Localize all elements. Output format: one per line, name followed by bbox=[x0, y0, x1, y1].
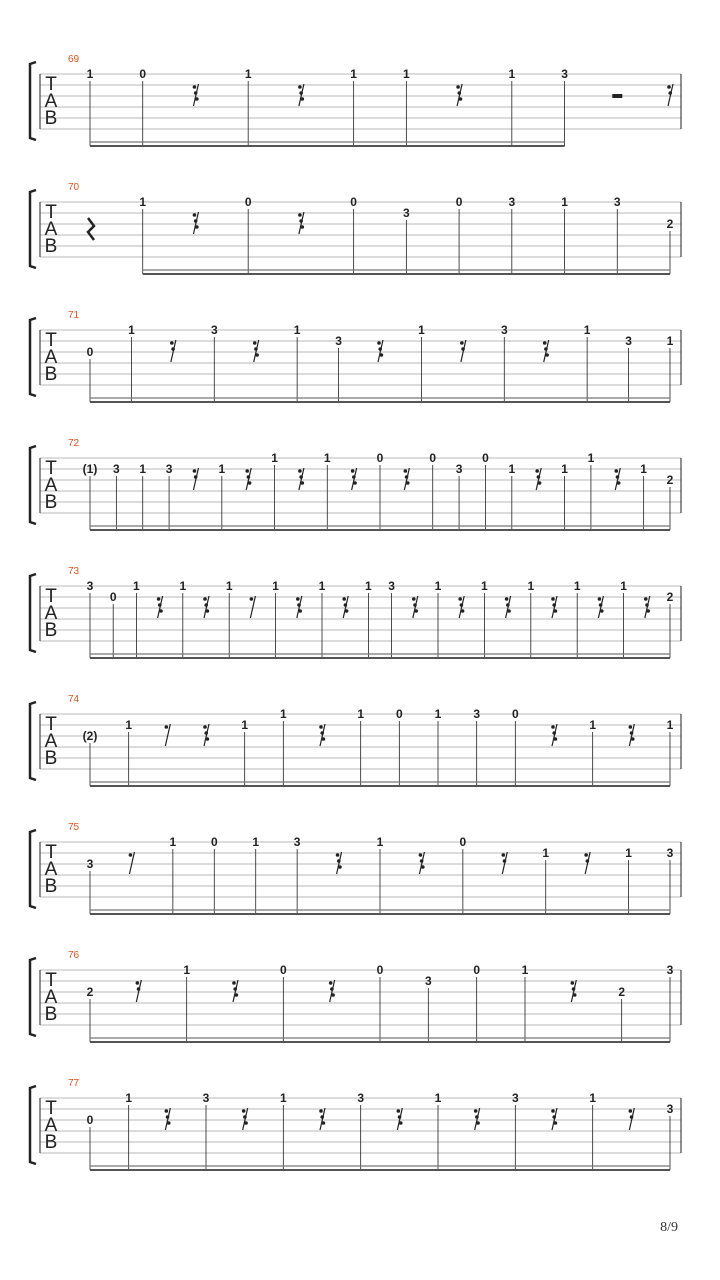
fret-number: 0 bbox=[210, 835, 218, 849]
rest-flag bbox=[206, 737, 210, 741]
fret-number: 1 bbox=[625, 846, 632, 860]
rest-flag bbox=[329, 981, 333, 985]
fret-number: 1 bbox=[244, 67, 252, 81]
rest-flag bbox=[157, 597, 161, 601]
system-bracket bbox=[30, 446, 36, 524]
fret-number: 3 bbox=[202, 1091, 210, 1105]
rest-flag bbox=[299, 219, 303, 223]
rest-flag bbox=[584, 853, 588, 857]
fret-number: 0 bbox=[459, 835, 467, 849]
rest-flag bbox=[233, 987, 237, 991]
tab-clef-letter: B bbox=[44, 876, 58, 897]
rest-flag bbox=[299, 475, 303, 479]
fret-number: 1 bbox=[418, 323, 425, 337]
fret-number: 3 bbox=[455, 462, 463, 476]
fret-number: 1 bbox=[125, 1091, 133, 1105]
fret-number: 3 bbox=[666, 963, 674, 977]
rest-flag bbox=[554, 609, 558, 613]
fret-number: 1 bbox=[272, 579, 279, 593]
rest-flag bbox=[301, 481, 305, 485]
system-bracket bbox=[30, 1086, 36, 1164]
rest-flag bbox=[345, 609, 349, 613]
rest-flag bbox=[319, 725, 323, 729]
rest-flag bbox=[572, 987, 576, 991]
fret-number: 0 bbox=[376, 451, 384, 465]
measure-number: 69 bbox=[68, 54, 80, 65]
fret-number: 1 bbox=[589, 1091, 597, 1105]
fret-number: 3 bbox=[165, 462, 173, 476]
fret-number: 1 bbox=[218, 462, 226, 476]
fret-number: 0 bbox=[429, 451, 437, 465]
fret-number: 1 bbox=[293, 323, 301, 337]
rest-flag bbox=[614, 469, 618, 473]
rest-flag bbox=[405, 475, 409, 479]
rest-flag bbox=[298, 609, 302, 613]
fret-number: 1 bbox=[527, 579, 535, 593]
tab-clef-letter: A bbox=[44, 987, 58, 1008]
fret-number: 0 bbox=[109, 590, 117, 604]
fret-number: 2 bbox=[86, 985, 94, 999]
fret-number: 3 bbox=[424, 974, 432, 988]
rest-flag bbox=[338, 865, 342, 869]
tab-clef-letter: T bbox=[45, 202, 57, 223]
rest-flag bbox=[193, 213, 197, 217]
fret-number: 1 bbox=[561, 462, 568, 476]
fret-number: 1 bbox=[252, 835, 260, 849]
rest-flag bbox=[543, 341, 547, 345]
fret-number: 0 bbox=[244, 195, 252, 209]
rest-flag bbox=[458, 597, 462, 601]
tab-clef-letter: B bbox=[44, 1004, 58, 1025]
fret-number: 0 bbox=[279, 963, 287, 977]
rest-flag bbox=[137, 987, 141, 991]
rest-flag bbox=[616, 475, 620, 479]
rest-flag bbox=[667, 85, 671, 89]
fret-number: 1 bbox=[481, 579, 488, 593]
measure-number: 73 bbox=[68, 566, 80, 577]
rest-flag bbox=[535, 469, 539, 473]
rest-flag bbox=[351, 469, 355, 473]
fret-number: 1 bbox=[350, 67, 357, 81]
rest-flag bbox=[554, 737, 558, 741]
rest-flag bbox=[342, 597, 346, 601]
rest-flag bbox=[337, 859, 341, 863]
fret-number: 0 bbox=[482, 451, 489, 465]
tab-clef-letter: T bbox=[45, 458, 57, 479]
tab-clef-letter: T bbox=[45, 1098, 57, 1119]
fret-number: 1 bbox=[583, 323, 591, 337]
tab-clef-letter: A bbox=[44, 603, 58, 624]
rest-flag bbox=[459, 97, 463, 101]
rest-flag bbox=[352, 475, 356, 479]
rest-flag bbox=[461, 609, 465, 613]
rest-flag bbox=[629, 1109, 633, 1113]
fret-number: 1 bbox=[86, 67, 94, 81]
rest-flag bbox=[475, 1115, 479, 1119]
fret-number: 3 bbox=[625, 334, 632, 348]
tab-clef-letter: B bbox=[44, 364, 58, 385]
fret-number: 0 bbox=[511, 707, 519, 721]
system-bracket bbox=[30, 62, 36, 140]
rest-flag bbox=[320, 1115, 324, 1119]
fret-number: 3 bbox=[86, 579, 94, 593]
fret-number: 1 bbox=[434, 579, 442, 593]
rest-flag bbox=[320, 731, 324, 735]
rest-flag bbox=[298, 85, 302, 89]
system-bracket bbox=[30, 318, 36, 396]
rest-flag bbox=[166, 1115, 170, 1119]
rest-flag bbox=[243, 1115, 247, 1119]
rest-flag bbox=[245, 469, 249, 473]
fret-number: 1 bbox=[128, 323, 135, 337]
tab-clef-letter: A bbox=[44, 347, 58, 368]
fret-number: 1 bbox=[323, 451, 331, 465]
fret-number: 1 bbox=[508, 462, 516, 476]
rest-flag bbox=[598, 597, 602, 601]
fret-number: 1 bbox=[271, 451, 278, 465]
rest-flag bbox=[404, 469, 408, 473]
fret-number: 3 bbox=[293, 835, 301, 849]
rest-flag bbox=[551, 725, 555, 729]
rest-flag bbox=[617, 481, 621, 485]
rest-flag bbox=[242, 1109, 246, 1113]
rest-flag bbox=[296, 597, 300, 601]
fret-number: 1 bbox=[241, 718, 249, 732]
fret-number: 1 bbox=[666, 718, 674, 732]
fret-number: 1 bbox=[542, 846, 550, 860]
rest-flag bbox=[406, 481, 410, 485]
rest-flag bbox=[503, 859, 507, 863]
rest-flag bbox=[255, 353, 259, 357]
rest-flag bbox=[206, 609, 210, 613]
tab-clef-letter: T bbox=[45, 714, 57, 735]
rest-flag bbox=[204, 731, 208, 735]
tab-clef-letter: T bbox=[45, 586, 57, 607]
rest-flag bbox=[398, 1115, 402, 1119]
fret-number: 1 bbox=[573, 579, 581, 593]
fret-number: 3 bbox=[113, 462, 120, 476]
rest-flag bbox=[250, 597, 254, 601]
rest-flag bbox=[545, 353, 549, 357]
system-bracket bbox=[30, 190, 36, 268]
fret-number: 1 bbox=[434, 707, 442, 721]
fret-number: 2 bbox=[666, 217, 674, 231]
rest-flag bbox=[377, 341, 381, 345]
rest-flag bbox=[170, 341, 174, 345]
rest-flag bbox=[193, 85, 197, 89]
fret-number: 1 bbox=[521, 963, 529, 977]
tab-clef-letter: B bbox=[44, 748, 58, 769]
rest-flag bbox=[552, 1115, 556, 1119]
fret-number: 1 bbox=[179, 579, 187, 593]
rest-flag bbox=[474, 1109, 478, 1113]
fret-number: 3 bbox=[666, 846, 674, 860]
rest-flag bbox=[476, 1121, 480, 1125]
rest-flag bbox=[551, 597, 555, 601]
rest-flag bbox=[299, 91, 303, 95]
rest-flag bbox=[599, 603, 603, 607]
fret-number: 1 bbox=[279, 707, 287, 721]
fret-number: 1 bbox=[640, 462, 647, 476]
rest-flag bbox=[322, 737, 326, 741]
fret-number: 1 bbox=[365, 579, 372, 593]
tab-clef-letter: A bbox=[44, 219, 58, 240]
rest-flag bbox=[195, 97, 199, 101]
rest-flag bbox=[399, 1121, 403, 1125]
fret-number: 1 bbox=[125, 718, 133, 732]
rest-flag bbox=[165, 1109, 169, 1113]
fret-number: 3 bbox=[388, 579, 395, 593]
rest-flag bbox=[253, 341, 257, 345]
fret-number: 0 bbox=[473, 963, 481, 977]
fret-number: 3 bbox=[335, 334, 342, 348]
rest-flag bbox=[544, 347, 548, 351]
rest-flag bbox=[586, 859, 590, 863]
rest-flag bbox=[353, 481, 357, 485]
rest-flag bbox=[419, 853, 423, 857]
measure-number: 70 bbox=[68, 182, 80, 193]
rest-flag bbox=[248, 481, 252, 485]
fret-number: (1) bbox=[82, 462, 98, 476]
rest-flag bbox=[456, 85, 460, 89]
fret-number: 1 bbox=[561, 195, 568, 209]
fret-number: 1 bbox=[620, 579, 627, 593]
rest-flag bbox=[631, 737, 635, 741]
rest-flag bbox=[136, 981, 140, 985]
rest-flag bbox=[159, 609, 163, 613]
fret-number: 0 bbox=[86, 1113, 94, 1127]
rest-flag bbox=[319, 1109, 323, 1113]
tab-clef-letter: B bbox=[44, 236, 58, 257]
fret-number: 0 bbox=[455, 195, 463, 209]
rest-flag bbox=[552, 603, 556, 607]
fret-number: 2 bbox=[666, 590, 674, 604]
system-bracket bbox=[30, 830, 36, 908]
fret-number: 3 bbox=[561, 67, 568, 81]
rest-flag bbox=[194, 91, 198, 95]
rest-flag bbox=[254, 347, 258, 351]
rest-flag bbox=[193, 469, 197, 473]
rest-flag bbox=[629, 725, 633, 729]
fret-number: 1 bbox=[133, 579, 140, 593]
measure-number: 76 bbox=[68, 950, 80, 961]
rest-flag bbox=[301, 97, 305, 101]
fret-number: 1 bbox=[403, 67, 410, 81]
fret-number: 1 bbox=[183, 963, 191, 977]
fret-number: 2 bbox=[618, 985, 626, 999]
tab-clef-letter: A bbox=[44, 91, 58, 112]
rest-flag bbox=[600, 609, 604, 613]
rest-flag bbox=[552, 731, 556, 735]
rest-flag bbox=[507, 609, 511, 613]
rest-flag bbox=[646, 609, 650, 613]
measure-number: 72 bbox=[68, 438, 80, 449]
tab-clef-letter: T bbox=[45, 74, 57, 95]
fret-number: 3 bbox=[613, 195, 621, 209]
fret-number: 3 bbox=[403, 206, 410, 220]
half-rest bbox=[612, 94, 622, 98]
rest-flag bbox=[573, 993, 577, 997]
rest-flag bbox=[158, 603, 162, 607]
tab-clef-letter: A bbox=[44, 731, 58, 752]
rest-flag bbox=[412, 597, 416, 601]
system-bracket bbox=[30, 574, 36, 652]
measure-number: 71 bbox=[68, 310, 80, 321]
tab-clef-letter: A bbox=[44, 1115, 58, 1136]
rest-flag bbox=[630, 1115, 634, 1119]
fret-number: 0 bbox=[86, 345, 94, 359]
rest-flag bbox=[460, 603, 464, 607]
fret-number: 1 bbox=[139, 195, 147, 209]
rest-flag bbox=[204, 603, 208, 607]
rest-flag bbox=[244, 1121, 248, 1125]
rest-flag bbox=[630, 731, 634, 735]
rest-flag bbox=[203, 725, 207, 729]
fret-number: 1 bbox=[318, 579, 326, 593]
system-bracket bbox=[30, 958, 36, 1036]
rest-flag bbox=[506, 603, 510, 607]
fret-number: 1 bbox=[666, 334, 674, 348]
fret-number: 3 bbox=[210, 323, 218, 337]
fret-number: 1 bbox=[587, 451, 595, 465]
fret-number: 1 bbox=[376, 835, 384, 849]
rest-flag bbox=[505, 597, 509, 601]
tab-clef-letter: A bbox=[44, 475, 58, 496]
tab-clef-letter: B bbox=[44, 620, 58, 641]
rest-flag bbox=[344, 603, 348, 607]
fret-number: 0 bbox=[395, 707, 403, 721]
system-bracket bbox=[30, 702, 36, 780]
rest-flag bbox=[235, 993, 239, 997]
fret-number: 3 bbox=[666, 1102, 674, 1116]
rest-flag bbox=[397, 1109, 401, 1113]
rest-flag bbox=[645, 603, 649, 607]
rest-flag bbox=[298, 213, 302, 217]
tab-clef-letter: T bbox=[45, 970, 57, 991]
fret-number: 3 bbox=[473, 707, 481, 721]
rest-flag bbox=[232, 981, 236, 985]
rest-flag bbox=[297, 603, 301, 607]
rest-flag bbox=[460, 341, 464, 345]
fret-number: 3 bbox=[500, 323, 508, 337]
fret-number: 1 bbox=[279, 1091, 287, 1105]
fret-number: 1 bbox=[225, 579, 233, 593]
rest-flag bbox=[501, 853, 505, 857]
fret-number: 1 bbox=[589, 718, 597, 732]
fret-number: 0 bbox=[350, 195, 357, 209]
fret-number: 1 bbox=[357, 707, 365, 721]
fret-number: 3 bbox=[357, 1091, 365, 1105]
fret-number: 1 bbox=[434, 1091, 442, 1105]
fret-number: 0 bbox=[139, 67, 147, 81]
rest-flag bbox=[668, 91, 672, 95]
rest-flag bbox=[551, 1109, 555, 1113]
rest-flag bbox=[336, 853, 340, 857]
rest-flag bbox=[247, 475, 251, 479]
fret-number: 1 bbox=[169, 835, 177, 849]
fret-number: (2) bbox=[82, 729, 98, 743]
rest-flag bbox=[537, 475, 541, 479]
rest-flag bbox=[421, 865, 425, 869]
page-number: 8/9 bbox=[660, 1220, 678, 1235]
rest-flag bbox=[331, 993, 335, 997]
rest-flag bbox=[461, 347, 465, 351]
fret-number: 2 bbox=[666, 473, 674, 487]
tab-clef-letter: B bbox=[44, 108, 58, 129]
rest-flag bbox=[194, 475, 198, 479]
rest-flag bbox=[322, 1121, 326, 1125]
rest-flag bbox=[414, 609, 418, 613]
fret-number: 1 bbox=[508, 67, 516, 81]
rest-flag bbox=[301, 225, 305, 229]
tab-clef-letter: T bbox=[45, 330, 57, 351]
fret-number: 0 bbox=[376, 963, 384, 977]
fret-number: 3 bbox=[508, 195, 516, 209]
fret-number: 3 bbox=[511, 1091, 519, 1105]
rest-flag bbox=[203, 597, 207, 601]
rest-flag bbox=[413, 603, 417, 607]
rest-flag bbox=[571, 981, 575, 985]
tab-clef-letter: B bbox=[44, 1132, 58, 1153]
fret-number: 3 bbox=[86, 857, 94, 871]
measure-number: 77 bbox=[68, 1078, 80, 1089]
rest-flag bbox=[378, 347, 382, 351]
rest-flag bbox=[129, 853, 133, 857]
fret-number: 1 bbox=[139, 462, 147, 476]
rest-flag bbox=[298, 469, 302, 473]
quarter-rest bbox=[88, 218, 94, 240]
rest-flag bbox=[171, 347, 175, 351]
rest-flag bbox=[167, 1121, 171, 1125]
rest-flag bbox=[194, 219, 198, 223]
tab-clef-letter: B bbox=[44, 492, 58, 513]
rest-flag bbox=[420, 859, 424, 863]
tab-clef-letter: T bbox=[45, 842, 57, 863]
rest-flag bbox=[644, 597, 648, 601]
measure-number: 75 bbox=[68, 822, 80, 833]
rest-flag bbox=[165, 725, 169, 729]
rest-flag bbox=[554, 1121, 558, 1125]
measure-number: 74 bbox=[68, 694, 80, 705]
rest-flag bbox=[380, 353, 384, 357]
rest-flag bbox=[195, 225, 199, 229]
rest-flag bbox=[538, 481, 542, 485]
rest-flag bbox=[457, 91, 461, 95]
rest-flag bbox=[330, 987, 334, 991]
tab-clef-letter: A bbox=[44, 859, 58, 880]
